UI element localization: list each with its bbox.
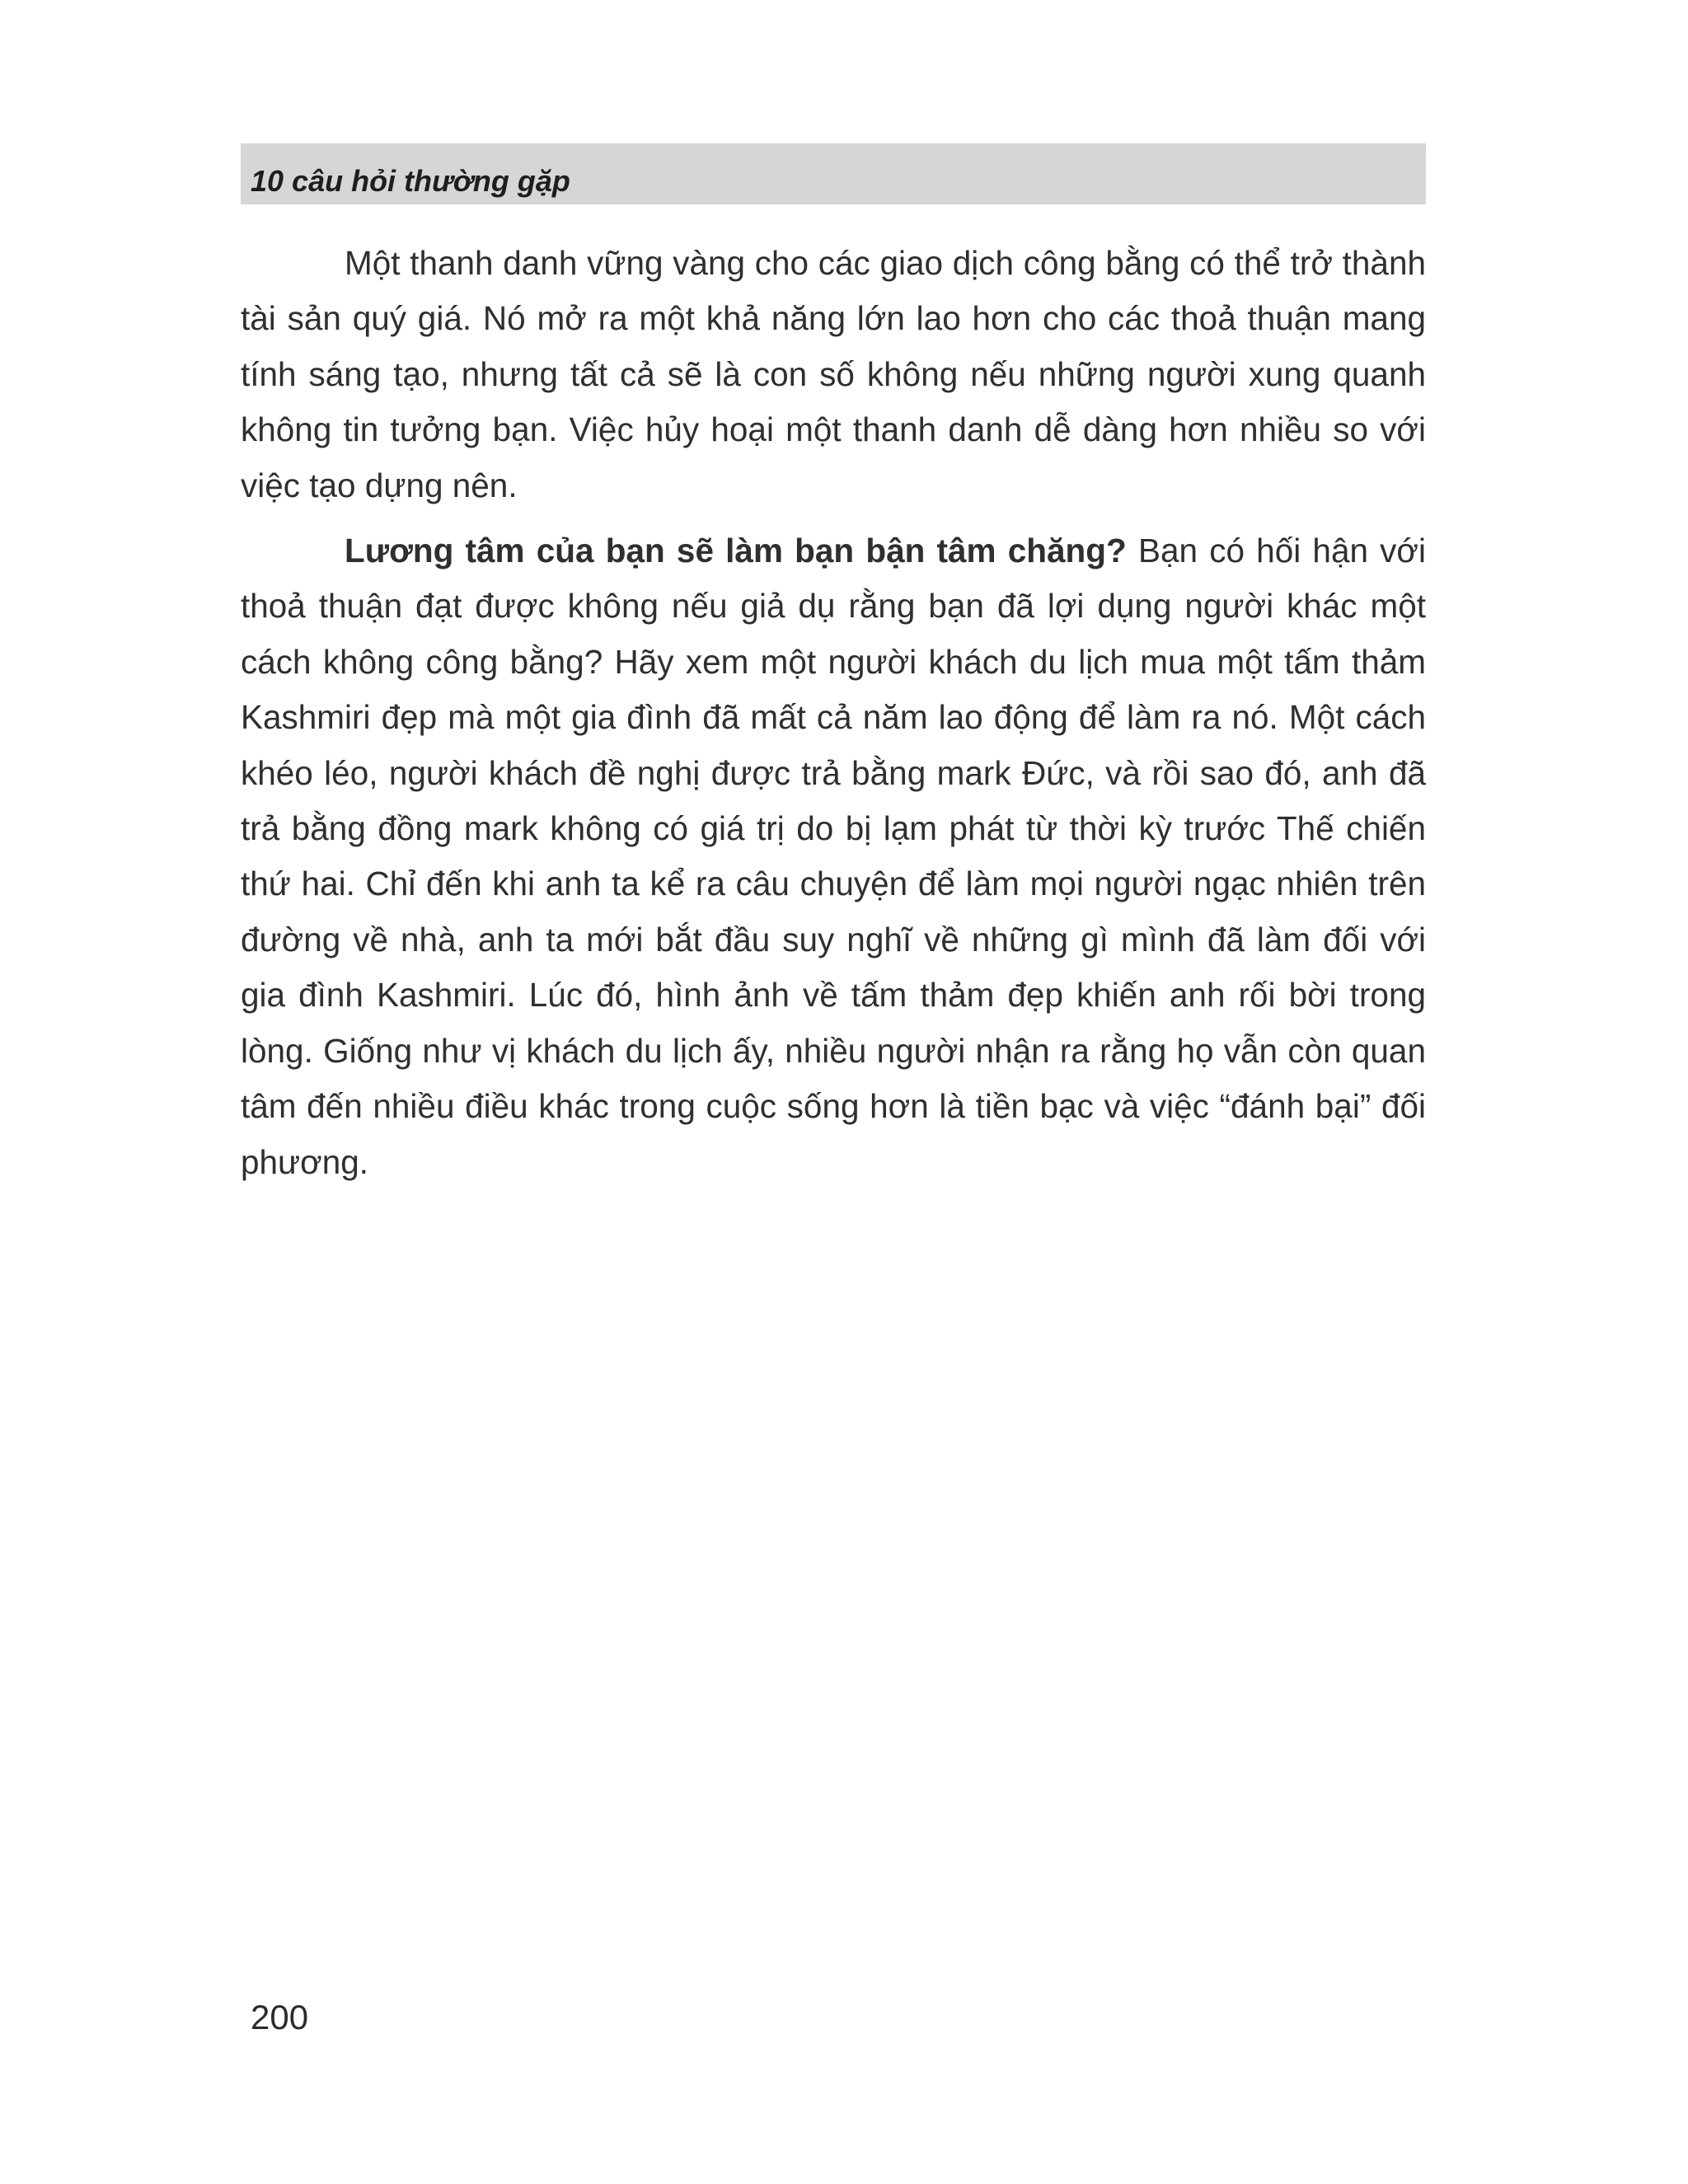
running-header-title: 10 câu hỏi thường gặp xyxy=(251,164,570,198)
paragraph: Một thanh danh vững vàng cho các giao dịch công bằng có thể trở thành tài sản quý giá. Nó mở ra một khả năng lớn lao hơn cho các thoả thuận mang tính sáng tạo, nhưng tất cả sẽ là con số không nếu những người xung quanh không tin tưởng bạn. Việc hủy hoại một thanh danh dễ dàng hơn nhiều so với việc tạo dựng nên. xyxy=(241,244,1426,504)
paragraph-lead-question: Lương tâm của bạn sẽ làm bạn bận tâm chăng? xyxy=(345,532,1127,570)
body-text xyxy=(241,236,1426,1190)
paragraph xyxy=(241,523,1426,1190)
page-number: 200 xyxy=(251,1998,309,2036)
paragraph-body: Bạn có hối hận với thoả thuận đạt được không nếu giả dụ rằng bạn đã lợi dụng người khác một cách không công bằng? Hãy xem một người khách du lịch mua một tấm thảm Kashmiri đẹp mà một gia đình đã mất cả năm lao động để làm ra nó. Một cách khéo léo, người khách đề nghị được trả bằng mark Đức, và rồi sao đó, anh đã trả bằng đồng mark không có giá trị do bị lạm phát từ thời kỳ trước Thế chiến thứ hai. Chỉ đến khi anh ta kể ra câu chuyện để làm mọi người ngạc nhiên trên đường về nhà, anh ta mới bắt đầu suy nghĩ về những gì mình đã làm đối với gia đình Kashmiri. Lúc đó, hình ảnh về tấm thảm đẹp khiến anh rối bời trong lòng. Giống như vị khách du lịch ấy, nhiều người nhận ra rằng họ vẫn còn quan tâm đến nhiều điều khác trong cuộc sống hơn là tiền bạc và việc “đánh bại” đối phương. xyxy=(241,532,1426,1181)
running-header xyxy=(241,143,1426,204)
